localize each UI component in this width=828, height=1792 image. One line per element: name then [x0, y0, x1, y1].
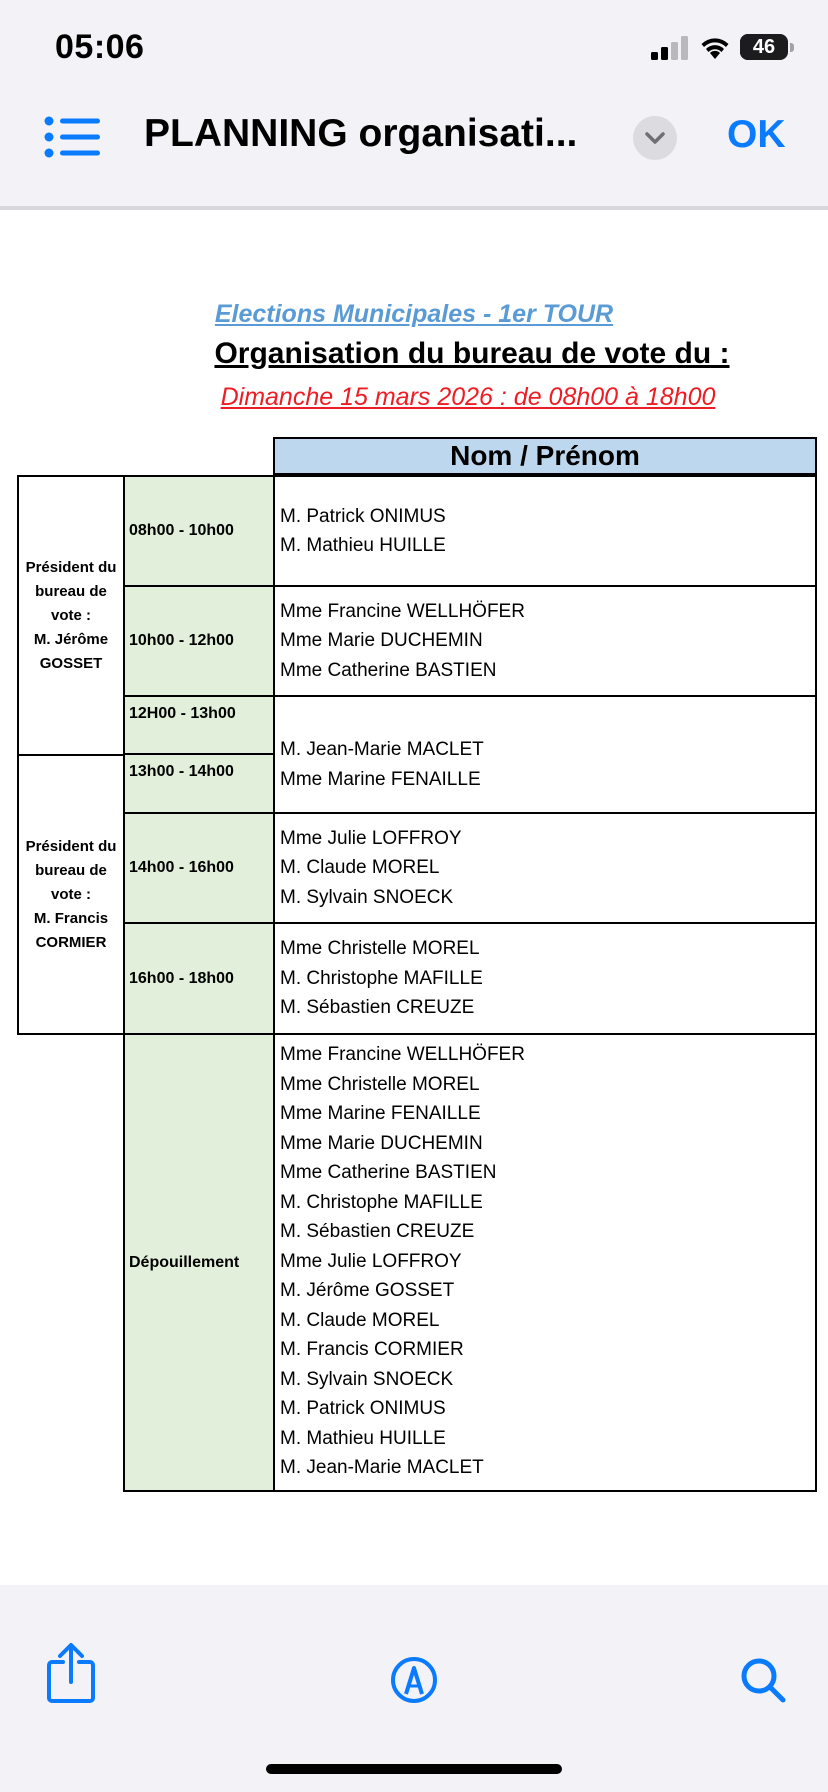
president-cell-2: Président du bureau de vote : M. Francis CORMIER: [17, 754, 125, 1035]
time-slot-cell: 13h00 - 14h00: [123, 753, 275, 814]
home-indicator[interactable]: [266, 1764, 562, 1774]
chevron-down-icon: [633, 116, 677, 160]
names-cell: [273, 585, 817, 697]
person-name: M. Jean-Marie MACLET: [280, 739, 484, 760]
wifi-icon: [698, 34, 732, 60]
person-name: M. Mathieu HUILLE: [280, 1427, 446, 1449]
done-button[interactable]: OK: [727, 113, 786, 156]
status-bar: [0, 0, 828, 100]
person-name: M. Christophe MAFILLE: [280, 967, 483, 989]
person-name: M. Patrick ONIMUS: [280, 505, 446, 527]
person-name: M. Jean-Marie MACLET: [280, 1457, 484, 1478]
person-name: M. Sébastien CREUZE: [280, 997, 475, 1019]
counting-names-cell: [273, 1033, 817, 1492]
person-name: Mme Marine FENAILLE: [280, 1103, 481, 1124]
names-cell: [273, 812, 817, 924]
person-name: Mme Julie LOFFROY: [280, 827, 462, 849]
time-slot-cell: 10h00 - 12h00: [123, 585, 275, 697]
person-name: M. Claude MOREL: [280, 857, 440, 879]
time-slot-cell: 08h00 - 10h00: [123, 475, 275, 587]
person-name: Mme Francine WELLHÖFER: [280, 1044, 525, 1065]
time-slot-cell: 16h00 - 18h00: [123, 922, 275, 1035]
organisation-title: Organisation du bureau de vote du :: [214, 337, 730, 370]
document-title[interactable]: PLANNING organisati...: [144, 112, 578, 155]
person-name: Mme Francine WELLHÖFER: [280, 600, 525, 622]
names-cell: [273, 475, 817, 587]
person-name: M. Sébastien CREUZE: [280, 1221, 475, 1242]
title-menu-button[interactable]: [633, 116, 677, 160]
person-name: Mme Marie DUCHEMIN: [280, 1132, 483, 1154]
names-cell: [273, 922, 817, 1035]
person-name: M. Sylvain SNOECK: [280, 886, 454, 908]
cellular-signal-icon: [651, 36, 689, 60]
status-time: 05:06: [55, 28, 145, 66]
person-name: Mme Catherine BASTIEN: [280, 1162, 497, 1183]
search-icon[interactable]: [739, 1656, 787, 1704]
person-name: M. Sylvain SNOECK: [280, 1368, 454, 1390]
person-name: M. Mathieu HUILLE: [280, 535, 446, 556]
person-name: Mme Christelle MOREL: [280, 1073, 480, 1095]
president-cell-1: Président du bureau de vote : M. Jérôme GOSSET: [17, 475, 125, 756]
person-name: Mme Julie LOFFROY: [280, 1250, 462, 1272]
names-cell: [273, 695, 817, 814]
person-name: Mme Marine FENAILLE: [280, 768, 481, 790]
date-subtitle: Dimanche 15 mars 2026 : de 08h00 à 18h00: [220, 383, 716, 411]
person-name: M. Francis CORMIER: [280, 1339, 464, 1360]
time-slot-cell: 12H00 - 13h00: [123, 695, 275, 755]
person-name: Mme Catherine BASTIEN: [280, 659, 497, 681]
counting-cell: Dépouillement: [123, 1033, 275, 1492]
list-icon[interactable]: [44, 116, 102, 158]
person-name: M. Christophe MAFILLE: [280, 1191, 483, 1213]
battery-icon: [740, 34, 788, 60]
election-title: Elections Municipales - 1er TOUR: [214, 300, 614, 328]
markup-icon[interactable]: [390, 1656, 438, 1704]
person-name: M. Patrick ONIMUS: [280, 1398, 446, 1419]
battery-level: 46: [752, 36, 776, 58]
person-name: Mme Marie DUCHEMIN: [280, 630, 483, 652]
table-header-name: Nom / Prénom: [273, 437, 817, 475]
person-name: M. Claude MOREL: [280, 1309, 440, 1331]
share-icon[interactable]: [46, 1642, 96, 1704]
person-name: M. Jérôme GOSSET: [280, 1280, 455, 1301]
person-name: Mme Christelle MOREL: [280, 938, 480, 960]
time-slot-cell: 14h00 - 16h00: [123, 812, 275, 924]
